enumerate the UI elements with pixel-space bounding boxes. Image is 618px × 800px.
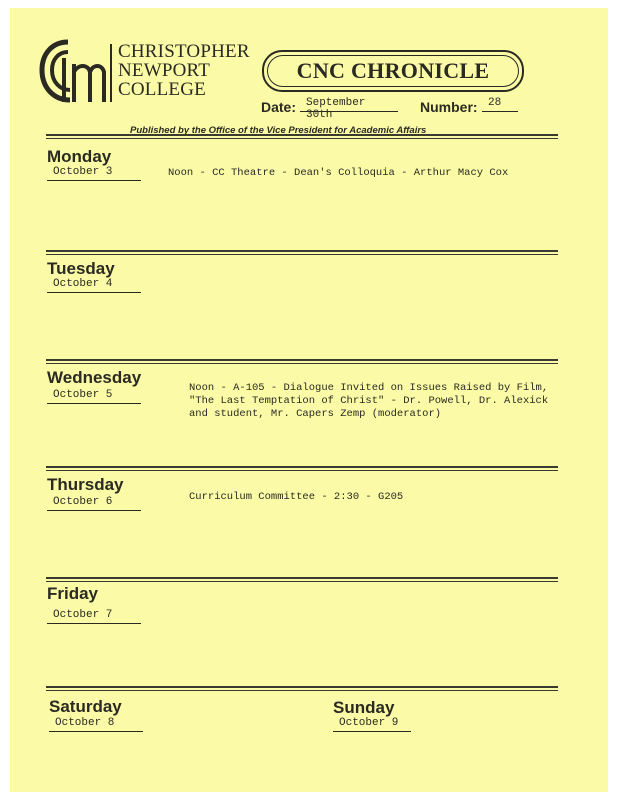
section-divider-tuesday	[46, 359, 558, 364]
publication-title-box	[262, 50, 524, 92]
event-wednesday-line-1: Noon - A-105 - Dialogue Invited on Issues Raised by Film,	[189, 382, 549, 394]
day-date-wednesday: October 5	[47, 389, 141, 404]
day-heading-sunday: Sunday	[333, 698, 395, 717]
logo-divider	[110, 44, 112, 102]
college-name	[118, 42, 250, 99]
published-by-line: Published by the Office of the Vice President for Academic Affairs	[130, 125, 427, 136]
event-wednesday-line-2: "The Last Temptation of Christ" - Dr. Powell, Dr. Alexick	[189, 395, 549, 407]
college-name-line-3: COLLEGE	[118, 79, 206, 100]
college-name-line-2: NEWPORT	[118, 60, 211, 81]
header-divider	[46, 134, 558, 139]
section-divider-friday	[46, 686, 558, 691]
day-date-sunday: October 9	[333, 717, 411, 732]
day-heading-saturday: Saturday	[49, 697, 122, 716]
day-date-tuesday: October 4	[47, 278, 141, 293]
section-divider-thursday	[46, 577, 558, 582]
day-heading-wednesday: Wednesday	[47, 368, 142, 387]
date-label: Date:	[261, 99, 297, 115]
event-wednesday-line-3: and student, Mr. Capers Zemp (moderator)	[189, 408, 442, 420]
event-thursday-line-1: Curriculum Committee - 2:30 - G205	[189, 491, 404, 503]
day-date-thursday: October 6	[47, 496, 141, 511]
date-value: September 30th	[300, 97, 398, 112]
day-heading-tuesday: Tuesday	[47, 259, 115, 278]
college-logo-monogram	[38, 38, 106, 106]
issue-number-label: Number:	[420, 99, 478, 115]
day-heading-monday: Monday	[47, 147, 112, 166]
day-date-saturday: October 8	[49, 717, 143, 732]
day-heading-friday: Friday	[47, 584, 99, 603]
issue-number-value: 28	[482, 97, 518, 112]
event-monday-line-1: Noon - CC Theatre - Dean's Colloquia - Arthur Macy Cox	[168, 167, 509, 179]
day-date-monday: October 3	[47, 166, 141, 181]
section-divider-wednesday	[46, 466, 558, 471]
day-date-friday: October 7	[47, 609, 141, 624]
publication-title: CNC CHRONICLE	[267, 55, 519, 87]
college-name-line-1: CHRISTOPHER	[118, 41, 250, 62]
section-divider-monday	[46, 250, 558, 255]
day-heading-thursday: Thursday	[47, 475, 124, 494]
